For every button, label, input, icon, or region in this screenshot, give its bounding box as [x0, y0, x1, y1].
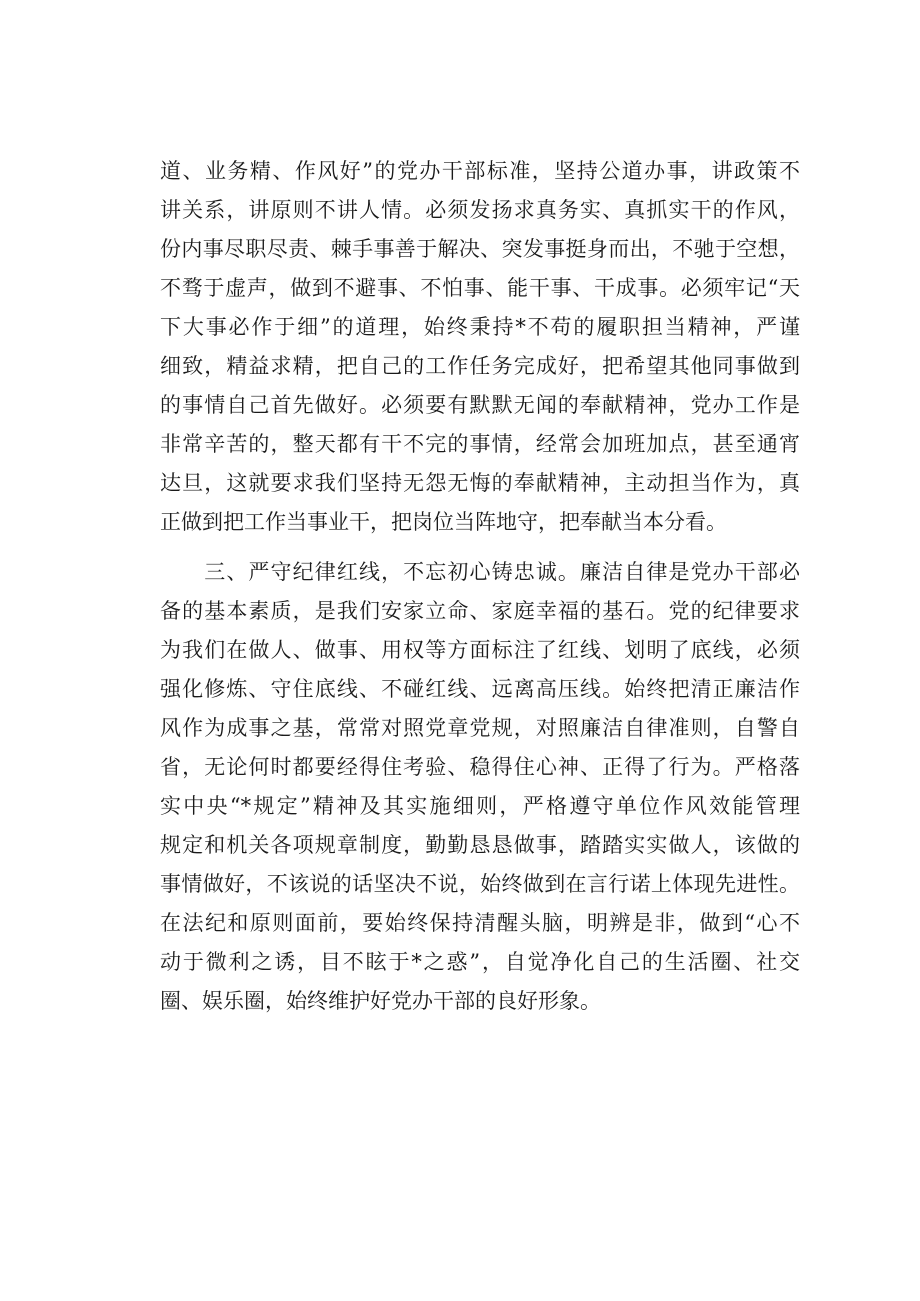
paragraph-line: 细致，精益求精，把自己的工作任务完成好，把希望其他同事做到: [160, 354, 800, 378]
paragraph-line: 规定和机关各项规章制度，勤勤恳恳做事，踏踏实实做人，该做的: [160, 833, 800, 857]
paragraph-line: 事情做好，不该说的话坚决不说，始终做到在言行诺上体现先进性。: [160, 872, 800, 896]
paragraph-line: 风作为成事之基，常常对照党章党规，对照廉洁自律准则，自警自: [160, 716, 800, 740]
paragraph-line: 非常辛苦的，整天都有干不完的事情，经常会加班加点，甚至通宵: [160, 432, 800, 456]
paragraph-2: [160, 553, 800, 1021]
paragraph-line: 圈、娱乐圈，始终维护好党办干部的良好形象。: [160, 989, 601, 1013]
paragraph-line: 的事情自己首先做好。必须要有默默无闻的奉献精神，党办工作是: [160, 393, 800, 417]
paragraph-line: 道、业务精、作风好”的党办干部标准，坚持公道办事，讲政策不: [160, 159, 800, 183]
paragraph-1: [160, 152, 800, 542]
paragraph-spacer: [160, 542, 800, 553]
paragraph-line: 为我们在做人、做事、用权等方面标注了红线、划明了底线，必须: [160, 638, 800, 662]
document-body: [160, 152, 800, 1021]
paragraph-line: 达旦，这就要求我们坚持无怨无悔的奉献精神，主动担当作为，真: [160, 471, 800, 495]
paragraph-line: 实中央“*规定”精神及其实施细则，严格遵守单位作风效能管理: [160, 794, 800, 818]
paragraph-line: 强化修炼、守住底线、不碰红线、远离高压线。始终把清正廉洁作: [160, 677, 800, 701]
paragraph-line: 下大事必作于细”的道理，始终秉持*不苟的履职担当精神，严谨: [160, 315, 800, 339]
paragraph-line: 三、严守纪律红线，不忘初心铸忠诚。廉洁自律是党办干部必: [160, 560, 800, 584]
paragraph-line: 讲关系，讲原则不讲人情。必须发扬求真务实、真抓实干的作风，: [160, 198, 800, 222]
paragraph-line: 份内事尽职尽责、棘手事善于解决、突发事挺身而出，不驰于空想，: [160, 237, 800, 261]
paragraph-line: 正做到把工作当事业干，把岗位当阵地守，把奉献当本分看。: [160, 510, 727, 534]
paragraph-line: 省，无论何时都要经得住考验、稳得住心神、正得了行为。严格落: [160, 755, 800, 779]
paragraph-line: 在法纪和原则面前，要始终保持清醒头脑，明辨是非，做到“心不: [160, 911, 800, 935]
paragraph-line: 不骛于虚声，做到不避事、不怕事、能干事、干成事。必须牢记“天: [160, 276, 800, 300]
paragraph-line: 备的基本素质，是我们安家立命、家庭幸福的基石。党的纪律要求: [160, 599, 800, 623]
paragraph-line: 动于微利之诱，目不眩于*之惑”，自觉净化自己的生活圈、社交: [160, 950, 800, 974]
